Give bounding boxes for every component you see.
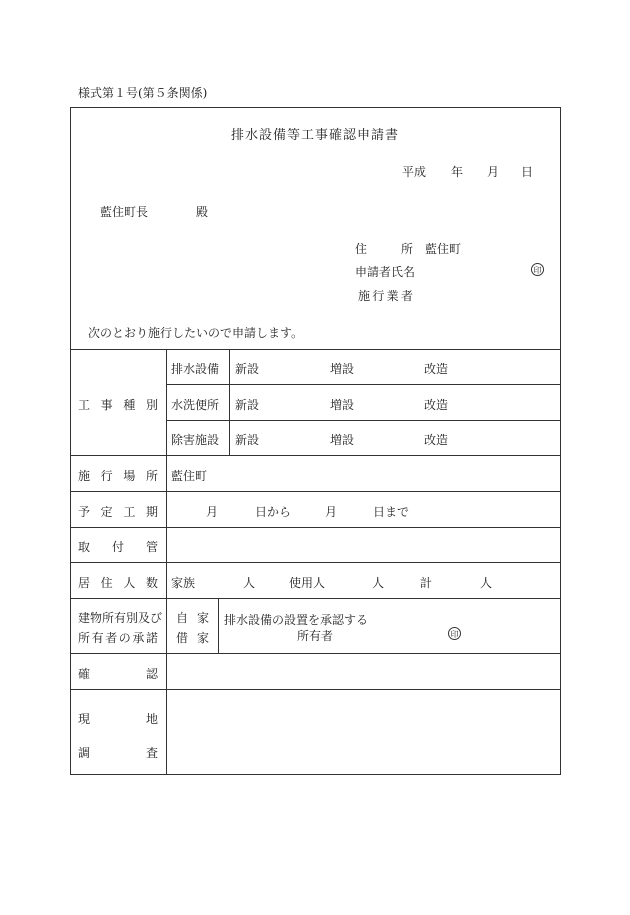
date-era: 平成 <box>402 165 427 179</box>
date-year: 年 <box>451 165 464 179</box>
date-day: 日 <box>521 165 534 179</box>
divider-worktype-2 <box>166 420 561 421</box>
work-option-new: 新設 <box>235 362 260 376</box>
form-number-label: 様式第１号(第５条関係) <box>78 86 208 100</box>
divider-connection <box>70 562 561 563</box>
work-option-remodel: 改造 <box>424 433 449 447</box>
divider-worktype-1 <box>166 384 561 385</box>
location-value: 藍住町 <box>171 469 208 483</box>
work-option-new: 新設 <box>235 398 260 412</box>
column-divider-main <box>166 349 167 775</box>
schedule-label: 予 定 工 期 <box>78 505 158 519</box>
residents-total: 計 <box>420 576 433 590</box>
site-survey-label-line1: 現 地 <box>78 712 158 726</box>
form-title: 排水設備等工事確認申請書 <box>230 128 399 143</box>
residents-person-unit: 人 <box>480 576 493 590</box>
divider-worktype-end <box>70 455 561 456</box>
schedule-day-until: 日まで <box>373 505 410 519</box>
residents-label: 居 住 人 数 <box>78 576 158 590</box>
applicant-name-label: 申請者氏名 <box>355 265 416 279</box>
address-value: 藍住町 <box>425 242 462 256</box>
work-option-expand: 増設 <box>330 398 355 412</box>
site-survey-label-line2: 調 査 <box>78 746 158 760</box>
owner-label: 所有者 <box>297 629 334 643</box>
rented-house-label: 借 家 <box>176 631 209 645</box>
residents-users: 使用人 <box>289 576 326 590</box>
work-option-expand: 増設 <box>330 433 355 447</box>
residents-family: 家族 <box>171 576 196 590</box>
applicant-seal-icon: 印 <box>531 263 544 276</box>
divider-ownership <box>70 653 561 654</box>
work-type-name-toilet: 水洗便所 <box>171 398 220 412</box>
addressee-honorific: 殿 <box>196 205 209 219</box>
column-divider-worktype <box>229 349 230 455</box>
divider-residents <box>70 598 561 599</box>
column-divider-ownership <box>218 598 219 653</box>
work-option-remodel: 改造 <box>424 398 449 412</box>
addressee-name: 藍住町長 <box>100 205 149 219</box>
own-house-label: 自 家 <box>176 611 209 625</box>
ownership-label-line2: 所 有 者 の 承 諾 <box>78 631 158 645</box>
contractor-label: 施 行 業 者 <box>358 289 413 303</box>
work-type-name-treatment: 除害施設 <box>171 433 220 447</box>
owner-seal-icon: 印 <box>448 627 461 640</box>
ownership-label-line1: 建物所有別及び <box>78 611 163 625</box>
location-label: 施 行 場 所 <box>78 469 158 483</box>
divider-schedule <box>70 527 561 528</box>
connection-pipe-label: 取 付 管 <box>78 540 158 554</box>
residents-person-unit: 人 <box>372 576 385 590</box>
schedule-day-from: 日から <box>255 505 292 519</box>
work-type-label: 工 事 種 別 <box>78 398 158 412</box>
divider-location <box>70 491 561 492</box>
application-statement: 次のとおり施行したいので申請します。 <box>88 326 304 340</box>
confirmation-label: 確 認 <box>78 667 158 681</box>
divider-header <box>70 349 561 350</box>
work-option-expand: 増設 <box>330 362 355 376</box>
residents-person-unit: 人 <box>243 576 256 590</box>
work-type-name-drainage: 排水設備 <box>171 362 220 376</box>
schedule-month-start: 月 <box>206 505 219 519</box>
owner-consent-text: 排水設備の設置を承認する <box>224 613 369 627</box>
work-option-remodel: 改造 <box>424 362 449 376</box>
address-label: 住 所 <box>355 242 413 256</box>
schedule-month-end: 月 <box>325 505 338 519</box>
work-option-new: 新設 <box>235 433 260 447</box>
date-month: 月 <box>487 165 500 179</box>
divider-confirmation <box>70 689 561 690</box>
